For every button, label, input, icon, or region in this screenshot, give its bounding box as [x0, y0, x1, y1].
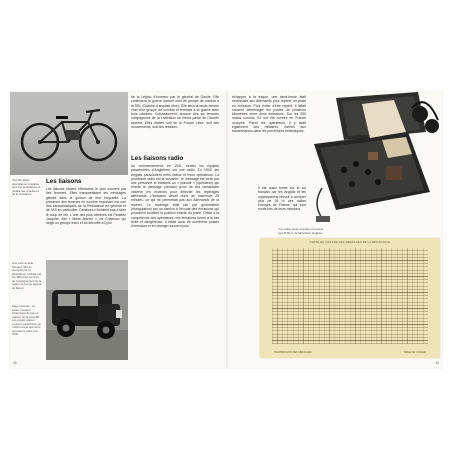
heading-radio: Les liaisons radio — [131, 155, 184, 162]
code-table-title: CARTE DE CHIFFRE DES MESSAGES DE LA RÉSISTANCE — [309, 241, 391, 244]
radio-text: Au commencement, en 1941, seules les équipes parachutées d’Angleterre ont une radio. En 1943, les Anglais parachutent enfin radios et leurs opérateurs. La procédure radio est la suivante : le message est codé par une personne et transmis ou « pianoté » (opérateur) qui envoie le message, pendant qu’un de ses camarades observe les environs pour détecter les repérages allemands. L’émission devait durer au maximum 20 minutes, ce qui ne permettait pas aux Allemands de la repérer. Le repérage était fait par goniométrie (triangulation) par un camion à l’écoute des émissions qui pouvaient localiser la position exacte du poste. Grâce à la compétence des opérateurs, ces tentatives furent à la fois lente et dangereuse. Il fallait donc de nombreux postes d’émission et en changer souvent pour — [131, 164, 219, 229]
left-top-text: de la Légion d’honneur par le général de Gaulle. Elle continuera la guerre comme chef de groupe de combat à la SRL (Division française libre). Elle sera la seule femme chef d’un groupe de combat et femmes à la guerre avec trois citations. Cuisseaument, aucune des six femmes compagnons de la Libération ne feront partie de l’Armée secrète. Elles étaient soit de la France Libre, soit des mouvements, soit des réseaux. — [131, 95, 219, 130]
radio-caption: Une valise-poste émetteur-récepteur type B Mk II, de fabrication anglaise. — [278, 228, 324, 235]
heading-liaisons: Les liaisons — [46, 178, 82, 185]
bicycle-photo — [10, 92, 128, 175]
liaisons-text: Les liaisons étaient effectuées le plus souvent par des femmes. Elles transmettaient les messages glissés dans le guidon de leur bicyclette. La présence des femmes en nombre important est une des caractéristiques de la Résistance en général et de l’AS en particulier. Certaines n’hésitent pas à faire le coup de feu. L’une des plus célèbres est Paulette Jacquier, dite « Marie-Jeanne », de Chamoux qui dirige un groupe franc et fut décorée à Lyon — [46, 187, 126, 226]
vehicle-caption: Une camionnette Peugeot 301 de réemploi par la Résistance. Utilisée par les différents services de renseignement de la région et par les agents de liaison. — [12, 262, 42, 290]
book-gutter — [226, 92, 228, 368]
page-number-left: 44 — [13, 361, 17, 365]
transmitter-caption: Page suivante : un poste émetteur britannique du type à valises, de la série B2. Les postes étaient souvent parachutés, en même temps que leurs opérateurs radio à la SOE. — [12, 305, 42, 336]
book-spread — [10, 92, 442, 368]
bicycle-caption: Une bicyclette spécialement équipée pour les gênérateurs à pédale des émetteurs de la résistance. — [12, 179, 40, 196]
code-table-footer-right: TABLE DE CODAGE — [403, 351, 426, 354]
radio-suitcase-photo — [308, 92, 442, 232]
code-table-silk — [260, 238, 440, 358]
code-table-grid — [272, 248, 428, 344]
code-table-footer-left: TRANSMISSION DES MESSAGES — [274, 351, 312, 354]
page-number-right: 45 — [435, 361, 439, 365]
right-lower-text: Il est aussi formé sur le sol français par les Anglais et les organisations réussit à compter plus de 35 % des radios envoyés de France, qui sont morts lors de leurs missions. — [258, 186, 306, 212]
right-top-text: échapper à la traque, une demi-heure était nécessaire aux Allemands pour repérer un poste en émission. Pour éviter d’être repéré, il fallait souvent déménager les postes de plusieurs kilomètres entre deux émissions. Sur les 390 radios connus, 91 ont été formés en France occupée. Parmi les opérateurs, il y avait également des militaires, formés aux transmissions dans les procédures britanniques. — [232, 95, 306, 134]
vehicle-photo — [46, 260, 128, 360]
